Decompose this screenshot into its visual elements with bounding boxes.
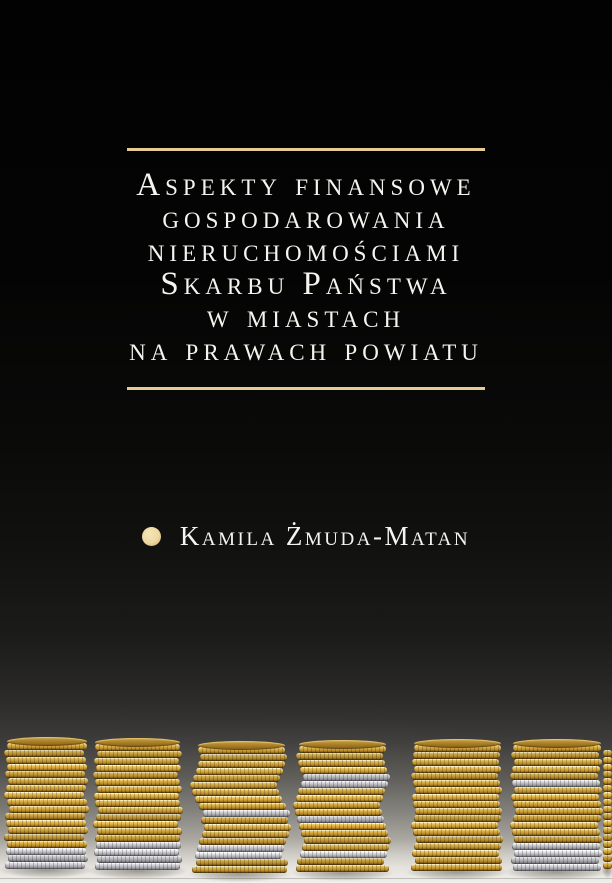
coin-stack-1 (6, 719, 86, 869)
gold-coin (95, 800, 180, 807)
silver-coin (197, 845, 284, 852)
gold-coin (603, 792, 612, 799)
gold-coin (97, 751, 182, 758)
gold-coin (300, 767, 387, 774)
gold-coin (201, 817, 288, 824)
gold-coin (514, 787, 602, 794)
title-line-2: gospodarowania (162, 200, 450, 236)
gold-coin (8, 827, 88, 834)
gold-coin (293, 802, 380, 809)
gold-coin (302, 844, 389, 851)
gold-coin (510, 773, 598, 780)
gold-coin (603, 848, 612, 855)
gold-coin (96, 814, 181, 821)
gold-coin (411, 864, 502, 871)
gold-coin (97, 828, 182, 835)
silver-coin (297, 816, 384, 823)
gold-coin (296, 795, 383, 802)
gold-coin (414, 815, 501, 822)
title-line-5: w miastach (206, 299, 406, 335)
gold-coin (513, 745, 601, 752)
gold-coin (296, 753, 383, 760)
gold-coin (603, 771, 612, 778)
gold-coin (196, 768, 283, 775)
gold-coin (95, 835, 180, 842)
bullet-circle-icon (142, 527, 161, 546)
gold-coin (603, 778, 612, 785)
silver-coin (8, 855, 88, 862)
gold-coin (298, 760, 385, 767)
gold-coin (198, 761, 285, 768)
gold-coin (414, 766, 501, 773)
silver-coin (96, 842, 181, 849)
silver-coin (195, 852, 282, 859)
gold-coin (195, 796, 282, 803)
book-title (127, 151, 485, 387)
gold-coin (413, 752, 500, 759)
gold-coin (515, 808, 603, 815)
silver-coin (301, 781, 388, 788)
gold-coin (5, 813, 85, 820)
coin-stack-7-edge (603, 719, 612, 869)
gold-coin (513, 801, 601, 808)
stack-shadow (292, 865, 393, 881)
gold-coin (413, 829, 500, 836)
gold-coin (7, 743, 87, 750)
gold-coin (301, 830, 388, 837)
gold-coin (603, 813, 612, 820)
gold-coin (514, 836, 602, 843)
gold-coin (6, 757, 86, 764)
silver-coin (303, 774, 390, 781)
gold-coin (603, 820, 612, 827)
gold-coin (193, 775, 280, 782)
coin-stack-5 (413, 721, 500, 871)
gold-coin (202, 831, 289, 838)
gold-coin (93, 772, 178, 779)
gold-coin (603, 834, 612, 841)
silver-coin (6, 848, 86, 855)
gold-coin (200, 754, 287, 761)
gold-coin (196, 859, 288, 866)
gold-coin (198, 747, 285, 754)
silver-coin (97, 856, 182, 863)
coin-top-face (7, 737, 87, 746)
gold-coin (7, 764, 87, 771)
gold-coin (512, 829, 600, 836)
gold-coin (296, 865, 389, 872)
gold-coin (190, 782, 277, 789)
stack-shadow (88, 863, 187, 879)
gold-coin (412, 759, 499, 766)
gold-coin (7, 841, 87, 848)
silver-coin (512, 780, 600, 787)
coin-stack-4 (299, 722, 386, 872)
author-name: Kamila Żmuda-Matan (179, 521, 471, 551)
gold-coin (412, 794, 499, 801)
gold-coin (6, 820, 86, 827)
coin-top-face (513, 739, 601, 748)
gold-coin (299, 823, 386, 830)
coin-top-face (95, 738, 180, 747)
gold-coin (511, 752, 599, 759)
gold-coin (297, 858, 384, 865)
title-line-6: na prawach powiatu (129, 332, 483, 368)
gold-coin (412, 850, 499, 857)
coin-top-face (198, 741, 285, 750)
gold-coin (603, 764, 612, 771)
gold-coin (415, 787, 502, 794)
gold-coin (415, 857, 502, 864)
gold-coin (603, 862, 612, 869)
backdrop-glow (0, 623, 612, 883)
stack-shadow (602, 862, 612, 878)
gold-coin (6, 785, 86, 792)
gold-coin (413, 780, 500, 787)
silver-coin (513, 864, 601, 871)
coin-stack-2 (95, 720, 180, 870)
gold-coin (603, 806, 612, 813)
coin-stack-3 (196, 723, 283, 873)
stack-shadow (189, 866, 290, 882)
gold-coin (513, 815, 601, 822)
title-line-3: nieruchomościami (147, 233, 465, 269)
gold-coin (98, 807, 183, 814)
silver-coin (95, 863, 180, 870)
gold-coin (97, 786, 182, 793)
gold-coin (299, 746, 386, 753)
gold-coin (298, 788, 385, 795)
gold-coin (411, 773, 498, 780)
silver-coin (94, 849, 179, 856)
gold-coin (8, 778, 88, 785)
coin-stack-6 (512, 721, 600, 871)
title-line-1: Aspekty finansowe (136, 167, 476, 203)
title-line-4: Skarbu Państwa (160, 266, 452, 302)
gold-coin (304, 837, 391, 844)
silver-coin (514, 850, 602, 857)
gold-coin (5, 771, 85, 778)
gold-coin (414, 745, 501, 752)
gold-coin (416, 836, 503, 843)
gold-coin (192, 866, 287, 873)
silver-coin (511, 857, 599, 864)
gold-coin (603, 757, 612, 764)
gold-coin (603, 785, 612, 792)
gold-coin (514, 759, 602, 766)
floor-edge-line (0, 878, 612, 879)
gold-coin (95, 779, 180, 786)
gold-coin (96, 765, 181, 772)
coin-top-face (299, 740, 386, 749)
silver-coin (203, 810, 290, 817)
gold-coin (4, 792, 84, 799)
gold-coin (4, 834, 84, 841)
gold-coin (603, 750, 612, 757)
gold-coin (413, 801, 500, 808)
silver-coin (300, 851, 387, 858)
title-rule-bottom (127, 387, 485, 390)
gold-coin (94, 793, 179, 800)
silver-coin (512, 843, 600, 850)
stack-shadow (0, 862, 92, 878)
gold-coin (94, 758, 179, 765)
gold-coin (603, 841, 612, 848)
gold-coin (415, 808, 502, 815)
gold-coin (199, 838, 286, 845)
gold-coin (295, 809, 382, 816)
title-block (127, 148, 485, 390)
gold-coin (93, 821, 178, 828)
gold-coin (9, 806, 89, 813)
stack-shadow (505, 864, 607, 880)
gold-coin (414, 843, 501, 850)
gold-coin (95, 744, 180, 751)
coin-top-face (414, 739, 501, 748)
stack-shadow (406, 864, 507, 880)
gold-coin (192, 789, 279, 796)
gold-coin (199, 803, 286, 810)
gold-coin (603, 827, 612, 834)
gold-coin (511, 794, 599, 801)
gold-coin (411, 822, 498, 829)
gold-coin (603, 799, 612, 806)
gold-coin (204, 824, 291, 831)
gold-coin (7, 799, 87, 806)
gold-coin (512, 766, 600, 773)
gold-coin (510, 822, 598, 829)
silver-coin (5, 862, 85, 869)
gold-coin (4, 750, 84, 757)
gold-coin (603, 855, 612, 862)
author-row (0, 521, 612, 551)
